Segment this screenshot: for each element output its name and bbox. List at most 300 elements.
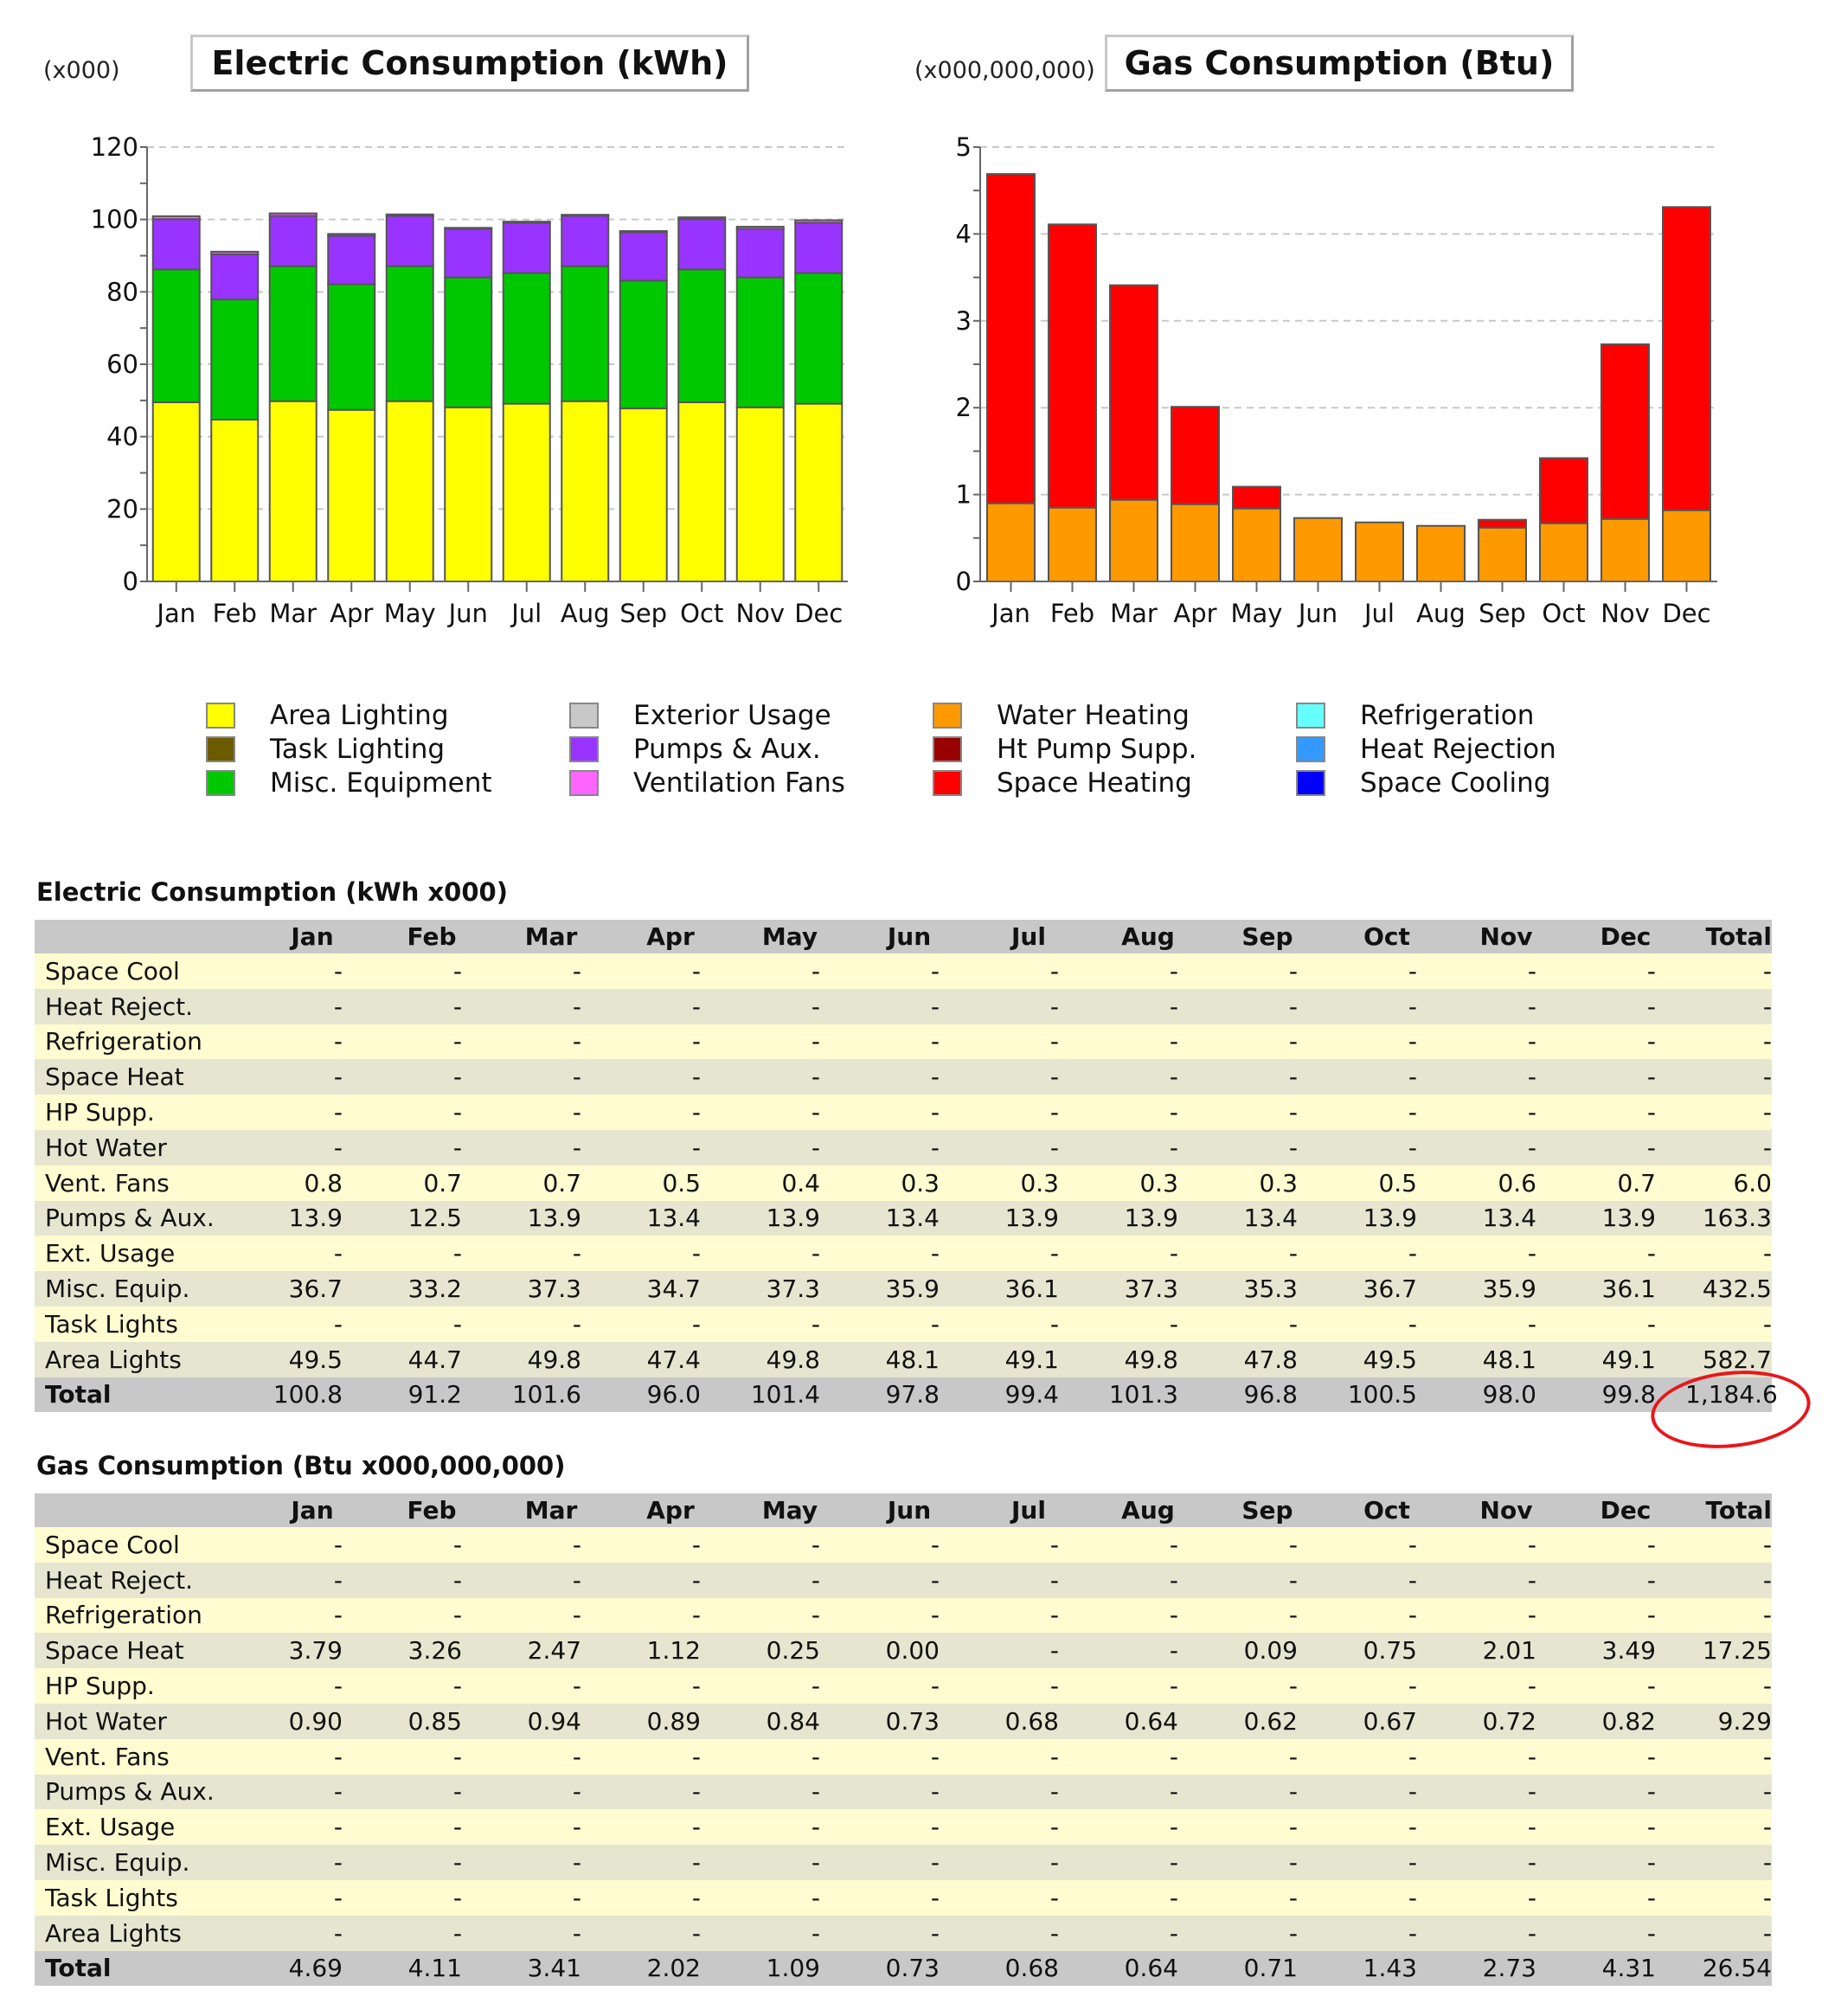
table-cell: - xyxy=(1327,1916,1446,1951)
column-header: Jul xyxy=(969,920,1088,953)
row-label: Space Cool xyxy=(35,1527,253,1563)
legend-item xyxy=(569,699,831,732)
table-cell: - xyxy=(1208,1059,1327,1095)
table-cell: - xyxy=(969,1527,1088,1563)
table-cell: - xyxy=(1446,1845,1566,1880)
electric-table-title: Electric Consumption (kWh x000) xyxy=(36,877,508,907)
column-header: Total xyxy=(1685,920,1772,953)
table-cell: - xyxy=(850,1739,969,1775)
table-cell: 33.2 xyxy=(372,1271,491,1307)
table-cell: 49.5 xyxy=(253,1342,372,1377)
table-cell: - xyxy=(1327,989,1446,1024)
table-cell: - xyxy=(969,1809,1088,1845)
table-cell: - xyxy=(1327,1845,1446,1880)
table-cell: - xyxy=(1327,1024,1446,1060)
table-cell: - xyxy=(1208,1024,1327,1060)
row-label: HP Supp. xyxy=(35,1668,253,1704)
table-cell: - xyxy=(1685,1598,1772,1634)
column-header xyxy=(35,1493,253,1527)
table-cell: - xyxy=(730,1668,850,1704)
table-cell: 0.64 xyxy=(1088,1951,1208,1987)
table-cell: - xyxy=(1566,1739,1685,1775)
x-tick-label: Sep xyxy=(1479,599,1526,628)
table-cell: - xyxy=(491,1236,611,1271)
table-cell: - xyxy=(1446,1880,1566,1916)
y-tick-label: 0 xyxy=(122,567,138,596)
table-cell: - xyxy=(1088,1809,1208,1845)
bar-segment xyxy=(1110,286,1158,500)
table-cell: - xyxy=(1566,1024,1685,1060)
table-cell: - xyxy=(1088,1668,1208,1704)
table-cell: - xyxy=(1088,1880,1208,1916)
legend-label: Ventilation Fans xyxy=(633,767,845,799)
table-cell: - xyxy=(372,989,491,1024)
table-cell: - xyxy=(1088,989,1208,1024)
table-row xyxy=(35,1201,1772,1236)
table-cell: - xyxy=(372,1598,491,1634)
table-cell: - xyxy=(611,1845,730,1880)
table-cell: 36.7 xyxy=(1327,1271,1446,1307)
bar-segment xyxy=(987,174,1035,504)
table-cell: 0.7 xyxy=(372,1165,491,1201)
table-cell: - xyxy=(1088,1527,1208,1563)
gas-consumption-chart xyxy=(0,0,1841,658)
table-cell: 99.8 xyxy=(1566,1377,1685,1413)
table-cell: 47.4 xyxy=(611,1342,730,1377)
table-cell: 17.25 xyxy=(1685,1633,1772,1668)
table-cell: - xyxy=(850,1845,969,1880)
table-cell: - xyxy=(253,1809,372,1845)
x-tick-label: Oct xyxy=(680,599,724,628)
table-row xyxy=(35,1271,1772,1307)
legend-item xyxy=(1296,699,1534,732)
table-cell: - xyxy=(253,1307,372,1342)
table-cell: - xyxy=(1566,1527,1685,1563)
legend-swatch-icon xyxy=(933,736,962,762)
row-label: Heat Reject. xyxy=(35,1563,253,1598)
bar-segment xyxy=(1294,518,1342,581)
bar-segment xyxy=(1479,528,1526,581)
table-cell: 0.94 xyxy=(491,1704,611,1739)
table-cell: - xyxy=(1566,1916,1685,1951)
table-cell: 49.5 xyxy=(1327,1342,1446,1377)
table-cell: - xyxy=(611,1024,730,1060)
table-cell: - xyxy=(253,1845,372,1880)
table-cell: 0.90 xyxy=(253,1704,372,1739)
table-cell: 44.7 xyxy=(372,1342,491,1377)
legend-item xyxy=(206,767,492,799)
table-cell: 35.9 xyxy=(850,1271,969,1307)
legend-swatch-icon xyxy=(206,736,235,762)
table-cell: - xyxy=(850,1916,969,1951)
table-cell: - xyxy=(372,1668,491,1704)
table-cell: - xyxy=(372,1059,491,1095)
table-row xyxy=(35,1668,1772,1704)
y-tick-label: 5 xyxy=(955,132,972,162)
table-cell: - xyxy=(372,1130,491,1165)
row-label: Total xyxy=(35,1377,253,1413)
table-cell: 49.8 xyxy=(491,1342,611,1377)
table-cell: - xyxy=(253,953,372,989)
table-cell: - xyxy=(1088,1563,1208,1598)
table-cell: - xyxy=(969,953,1088,989)
table-cell: - xyxy=(1685,1809,1772,1845)
column-header: May xyxy=(730,1493,850,1527)
table-cell: - xyxy=(850,1024,969,1060)
table-cell: - xyxy=(1446,989,1566,1024)
table-cell: - xyxy=(1327,1668,1446,1704)
table-cell: - xyxy=(850,1527,969,1563)
row-label: Space Heat xyxy=(35,1059,253,1095)
table-cell: - xyxy=(969,1633,1088,1668)
table-cell: - xyxy=(611,1739,730,1775)
x-tick-label: Jan xyxy=(157,599,196,628)
table-cell: - xyxy=(1685,1307,1772,1342)
table-cell: 37.3 xyxy=(730,1271,850,1307)
bar-segment xyxy=(1601,519,1649,581)
table-cell: - xyxy=(1327,953,1446,989)
legend-label: Area Lighting xyxy=(270,700,449,731)
table-cell: - xyxy=(730,953,850,989)
table-cell: - xyxy=(253,1598,372,1634)
row-label: Area Lights xyxy=(35,1342,253,1377)
table-cell: 100.8 xyxy=(253,1377,372,1413)
table-cell: - xyxy=(969,1024,1088,1060)
x-tick-label: Sep xyxy=(619,599,668,628)
table-cell: - xyxy=(730,1739,850,1775)
table-cell: - xyxy=(1566,1236,1685,1271)
table-row xyxy=(35,1916,1772,1951)
column-header: Dec xyxy=(1566,920,1685,953)
table-cell: - xyxy=(1088,1024,1208,1060)
table-cell: - xyxy=(611,1527,730,1563)
table-cell: 48.1 xyxy=(850,1342,969,1377)
column-header: Nov xyxy=(1446,920,1566,953)
legend-swatch-icon xyxy=(569,770,599,796)
table-cell: - xyxy=(850,1236,969,1271)
gas-unit-label: (x000,000,000) xyxy=(914,57,1095,84)
table-cell: - xyxy=(1685,1527,1772,1563)
legend-label: Heat Rejection xyxy=(1360,734,1556,765)
legend-item xyxy=(206,699,449,732)
table-cell: - xyxy=(1446,1598,1566,1634)
column-header: Jul xyxy=(969,1493,1088,1527)
table-cell: 36.1 xyxy=(969,1271,1088,1307)
table-cell: 37.3 xyxy=(1088,1271,1208,1307)
table-cell: - xyxy=(1208,1845,1327,1880)
table-cell: 96.0 xyxy=(611,1377,730,1413)
table-header-row xyxy=(35,920,1772,953)
table-cell: - xyxy=(730,1527,850,1563)
bar-segment xyxy=(1540,523,1588,581)
x-tick-label: Apr xyxy=(1173,599,1217,628)
table-cell: 13.9 xyxy=(1566,1201,1685,1236)
table-cell: - xyxy=(730,1775,850,1810)
table-cell: - xyxy=(850,1307,969,1342)
table-cell: - xyxy=(1566,1095,1685,1130)
table-cell: - xyxy=(969,1059,1088,1095)
table-cell: 2.02 xyxy=(611,1951,730,1987)
table-cell: - xyxy=(372,1916,491,1951)
table-cell: - xyxy=(1208,1809,1327,1845)
table-header-row xyxy=(35,1493,1772,1527)
table-cell: - xyxy=(372,1845,491,1880)
table-cell: 0.68 xyxy=(969,1704,1088,1739)
column-header: Jun xyxy=(850,1493,969,1527)
table-cell: - xyxy=(1685,1563,1772,1598)
y-tick-label: 120 xyxy=(90,132,138,162)
table-cell: - xyxy=(372,1236,491,1271)
table-cell: - xyxy=(611,1095,730,1130)
table-cell: - xyxy=(1566,1809,1685,1845)
bar-segment xyxy=(987,504,1035,581)
table-cell: 9.29 xyxy=(1685,1704,1772,1739)
y-tick-label: 1 xyxy=(955,479,972,510)
table-cell: 1.12 xyxy=(611,1633,730,1668)
table-cell: 13.9 xyxy=(1327,1201,1446,1236)
table-cell: - xyxy=(611,1598,730,1634)
row-label: Refrigeration xyxy=(35,1598,253,1634)
table-cell: 0.71 xyxy=(1208,1951,1327,1987)
x-tick-label: Dec xyxy=(1662,599,1711,628)
table-cell: - xyxy=(372,1024,491,1060)
y-tick-label: 40 xyxy=(106,421,138,452)
table-row xyxy=(35,953,1772,989)
bar-segment xyxy=(1479,520,1526,528)
table-cell: 4.69 xyxy=(253,1951,372,1987)
legend-swatch-icon xyxy=(1296,703,1325,729)
table-cell: - xyxy=(1566,989,1685,1024)
legend-item xyxy=(1296,767,1550,799)
table-cell: - xyxy=(1208,1563,1327,1598)
table-cell: 0.3 xyxy=(969,1165,1088,1201)
table-cell: - xyxy=(730,989,850,1024)
table-cell: - xyxy=(372,1880,491,1916)
x-tick-label: Aug xyxy=(560,599,610,628)
table-row xyxy=(35,1527,1772,1563)
table-row xyxy=(35,1704,1772,1739)
row-label: Ext. Usage xyxy=(35,1236,253,1271)
table-cell: 0.85 xyxy=(372,1704,491,1739)
table-cell: - xyxy=(1566,1130,1685,1165)
row-label: Misc. Equip. xyxy=(35,1271,253,1307)
table-cell: 0.5 xyxy=(1327,1165,1446,1201)
legend-item xyxy=(569,767,845,799)
table-cell: 2.73 xyxy=(1446,1951,1566,1987)
table-cell: 49.8 xyxy=(730,1342,850,1377)
table-cell: - xyxy=(491,1059,611,1095)
table-cell: - xyxy=(730,1059,850,1095)
table-cell: 101.4 xyxy=(730,1377,850,1413)
column-header: Mar xyxy=(491,920,611,953)
table-cell: - xyxy=(1685,1668,1772,1704)
table-cell: 3.49 xyxy=(1566,1633,1685,1668)
column-header: Apr xyxy=(611,1493,730,1527)
x-tick-label: Aug xyxy=(1416,599,1466,628)
table-cell: 13.9 xyxy=(969,1201,1088,1236)
x-tick-label: Feb xyxy=(212,599,257,628)
row-label: Hot Water xyxy=(35,1704,253,1739)
table-cell: 0.62 xyxy=(1208,1704,1327,1739)
table-cell: 3.79 xyxy=(253,1633,372,1668)
column-header xyxy=(35,920,253,953)
row-label: Refrigeration xyxy=(35,1024,253,1060)
table-cell: - xyxy=(491,1024,611,1060)
table-cell: - xyxy=(850,989,969,1024)
table-cell: - xyxy=(372,953,491,989)
table-cell: 0.3 xyxy=(850,1165,969,1201)
column-header: Feb xyxy=(372,920,491,953)
table-cell: - xyxy=(491,1563,611,1598)
table-cell: 1.43 xyxy=(1327,1951,1446,1987)
legend-label: Water Heating xyxy=(997,700,1190,731)
column-header: Aug xyxy=(1088,1493,1208,1527)
table-cell: 36.7 xyxy=(253,1271,372,1307)
table-cell: - xyxy=(253,1024,372,1060)
table-cell: - xyxy=(1208,1598,1327,1634)
table-cell: - xyxy=(1446,1668,1566,1704)
table-cell: 0.73 xyxy=(850,1951,969,1987)
table-cell: - xyxy=(1088,1059,1208,1095)
table-cell: - xyxy=(1208,1527,1327,1563)
table-cell: 0.73 xyxy=(850,1704,969,1739)
table-cell: - xyxy=(730,1095,850,1130)
table-cell: 1.09 xyxy=(730,1951,850,1987)
table-cell: - xyxy=(611,1307,730,1342)
row-label: Hot Water xyxy=(35,1130,253,1165)
table-row xyxy=(35,989,1772,1024)
table-cell: - xyxy=(253,1236,372,1271)
legend-label: Misc. Equipment xyxy=(270,767,492,799)
bar-segment xyxy=(1417,526,1465,581)
table-cell: - xyxy=(730,1024,850,1060)
table-cell: - xyxy=(969,1916,1088,1951)
row-label: Total xyxy=(35,1951,253,1987)
table-cell: 13.4 xyxy=(1446,1201,1566,1236)
table-cell: 12.5 xyxy=(372,1201,491,1236)
bar-segment xyxy=(1356,523,1403,581)
table-cell: 13.9 xyxy=(491,1201,611,1236)
table-total-row xyxy=(35,1951,1772,1987)
table-cell: - xyxy=(1327,1095,1446,1130)
table-cell: - xyxy=(1566,1598,1685,1634)
bar-segment xyxy=(1171,504,1219,581)
table-cell: - xyxy=(1446,953,1566,989)
gas-chart-title: Gas Consumption (Btu) xyxy=(1105,35,1574,92)
table-cell: - xyxy=(850,953,969,989)
x-tick-label: Nov xyxy=(1600,599,1650,628)
table-row xyxy=(35,1633,1772,1668)
table-cell: - xyxy=(253,1739,372,1775)
table-cell: 6.0 xyxy=(1685,1165,1772,1201)
legend-swatch-icon xyxy=(569,703,599,729)
table-cell: - xyxy=(1208,953,1327,989)
table-cell: - xyxy=(1088,953,1208,989)
table-cell: - xyxy=(1685,1236,1772,1271)
table-cell: 0.64 xyxy=(1088,1704,1208,1739)
table-cell: - xyxy=(253,1916,372,1951)
table-cell: - xyxy=(1088,1598,1208,1634)
x-tick-label: May xyxy=(1230,599,1283,628)
table-cell: - xyxy=(969,1739,1088,1775)
table-cell: - xyxy=(1566,1775,1685,1810)
table-cell: - xyxy=(1566,1307,1685,1342)
table-cell: - xyxy=(850,1130,969,1165)
table-cell: - xyxy=(491,1739,611,1775)
table-cell: - xyxy=(1327,1563,1446,1598)
bar-segment xyxy=(1110,500,1158,581)
table-cell: - xyxy=(1208,1775,1327,1810)
table-row xyxy=(35,1024,1772,1060)
row-label: Heat Reject. xyxy=(35,989,253,1024)
table-cell: - xyxy=(253,1880,372,1916)
table-cell: - xyxy=(611,989,730,1024)
table-cell: 49.8 xyxy=(1088,1342,1208,1377)
table-cell: - xyxy=(491,1095,611,1130)
table-cell: 3.41 xyxy=(491,1951,611,1987)
table-cell: 0.25 xyxy=(730,1633,850,1668)
table-cell: - xyxy=(1566,1668,1685,1704)
row-label: Vent. Fans xyxy=(35,1739,253,1775)
table-cell: - xyxy=(1685,1059,1772,1095)
table-cell: - xyxy=(1088,1633,1208,1668)
table-cell: - xyxy=(491,1845,611,1880)
table-cell: 13.9 xyxy=(730,1201,850,1236)
table-cell: 47.8 xyxy=(1208,1342,1327,1377)
y-tick-label: 4 xyxy=(955,219,972,249)
table-cell: - xyxy=(1208,989,1327,1024)
row-label: Space Cool xyxy=(35,953,253,989)
table-cell: - xyxy=(611,1059,730,1095)
table-cell: - xyxy=(1446,1563,1566,1598)
table-row xyxy=(35,1307,1772,1342)
table-cell: - xyxy=(1327,1307,1446,1342)
table-cell: 0.75 xyxy=(1327,1633,1446,1668)
legend-item xyxy=(206,733,445,766)
table-cell: 0.82 xyxy=(1566,1704,1685,1739)
row-label: Task Lights xyxy=(35,1307,253,1342)
table-cell: 0.3 xyxy=(1208,1165,1327,1201)
table-cell: 35.9 xyxy=(1446,1271,1566,1307)
table-cell: - xyxy=(1566,1845,1685,1880)
table-cell: - xyxy=(969,1095,1088,1130)
table-cell: 0.6 xyxy=(1446,1165,1566,1201)
column-header: Jan xyxy=(253,1493,372,1527)
legend-item xyxy=(569,733,821,766)
table-cell: - xyxy=(491,1916,611,1951)
table-cell: - xyxy=(491,953,611,989)
table-cell: - xyxy=(1327,1739,1446,1775)
table-cell: - xyxy=(850,1775,969,1810)
table-cell: 0.8 xyxy=(253,1165,372,1201)
column-header: Aug xyxy=(1088,920,1208,953)
y-tick-label: 100 xyxy=(90,204,138,234)
table-cell: - xyxy=(1446,1095,1566,1130)
row-label: Ext. Usage xyxy=(35,1809,253,1845)
legend-item xyxy=(933,767,1192,799)
x-tick-label: Jan xyxy=(991,599,1030,628)
table-cell: - xyxy=(491,989,611,1024)
table-cell: 1,184.6 xyxy=(1685,1377,1772,1413)
table-row xyxy=(35,1809,1772,1845)
table-cell: - xyxy=(491,1809,611,1845)
table-cell: - xyxy=(969,1563,1088,1598)
table-row xyxy=(35,1059,1772,1095)
table-cell: 13.9 xyxy=(1088,1201,1208,1236)
electric-unit-label: (x000) xyxy=(43,57,120,84)
electric-chart-title: Electric Consumption (kWh) xyxy=(190,35,749,92)
table-cell: - xyxy=(1685,989,1772,1024)
